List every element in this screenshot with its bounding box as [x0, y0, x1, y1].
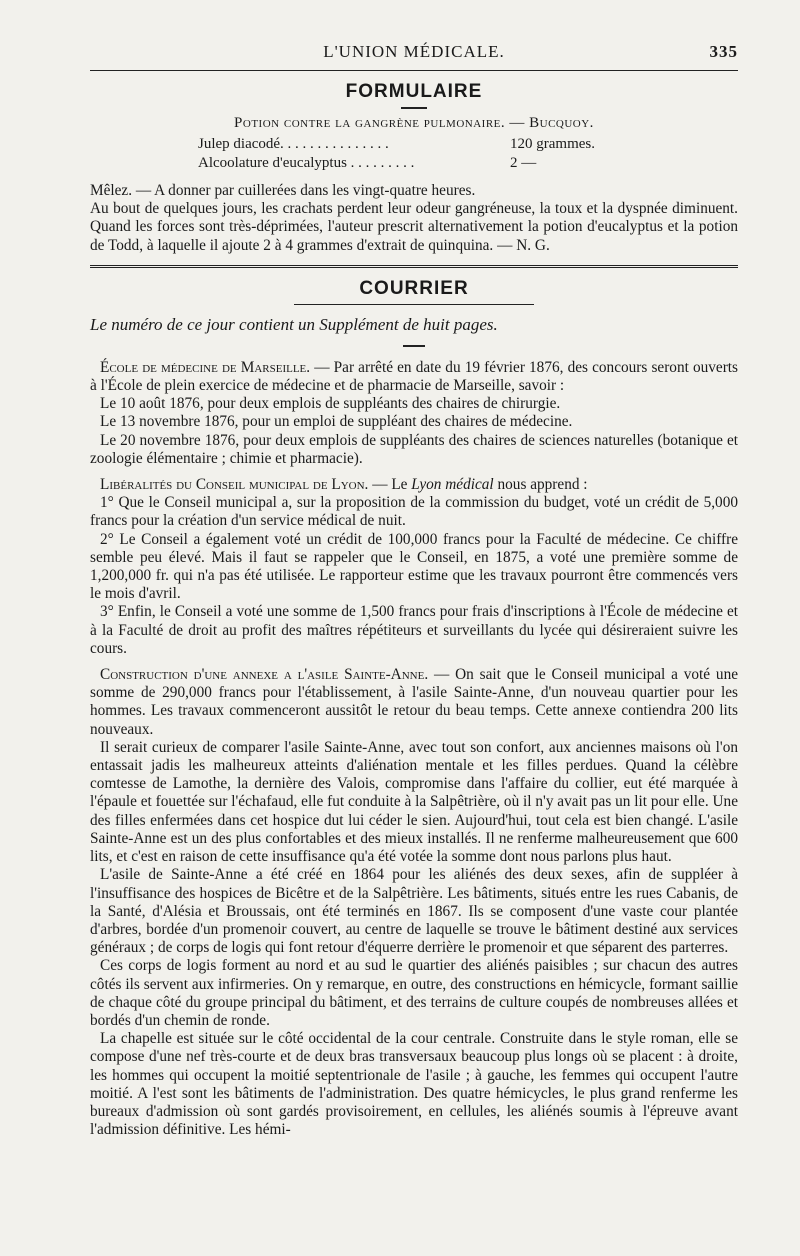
ecole-item: Le 13 novembre 1876, pour un emploi de suppléant des chaires de médecine.: [100, 413, 573, 431]
courrier-title: COURRIER: [359, 277, 469, 299]
recipe-commentary: Au bout de quelques jours, les crachats perdent leur odeur gangréneuse, la toux et la dyspnée diminuent. Quand les forces sont très-déprimées, l'auteur prescrit alternativement la potion d'eucalyptus et la potion de Todd, à laquelle il ajoute 2 à 4 grammes d'extrait de quinquina. — N. G.: [90, 200, 738, 254]
ecole-item: Le 10 août 1876, pour deux emplois de suppléants des chaires de chirurgie.: [100, 395, 561, 413]
liberalites-intro-before: — Le: [368, 476, 412, 494]
ingredient-amount: 2 —: [510, 155, 537, 171]
ingredient-row: [90, 155, 738, 174]
recipe-title: Potion contre la gangrène pulmonaire. — Bucquoy.: [234, 115, 594, 131]
ingredient-amount: 120 grammes.: [510, 136, 595, 152]
ingredient-name: Julep diacodé. . . . . . . . . . . . . . .: [198, 136, 389, 152]
page-number: 335: [709, 42, 738, 61]
construction-body: La chapelle est située sur le côté occidental de la cour centrale. Construite dans le style roman, elle se compose d'une nef très-courte et de deux bras transversaux beaucoup plus longs où se placent : à droite, les hommes qui occupent la moitié septentrionale de l'asile ; à gauche, les femmes qui occupent l'autre moitié. A l'est sont les bâtiments de l'administration. Des quatre hémicycles, le plus grand renferme les bureaux d'admission où sont gardés provisoirement, en cellules, les aliénés soumis à l'épreuve avant l'admission définitive. Les hémi-: [90, 1030, 738, 1139]
ecole-paragraph: [90, 359, 738, 395]
journal-name: Lyon médical: [411, 476, 494, 494]
ecole-text: — Par arrêté en date du 19 février 1876, des concours seront ouverts à l'École de plein exercice de médecine et de pharmacie de Marseille, savoir :: [90, 358, 738, 395]
ecole-heading: École de médecine de Marseille.: [100, 358, 311, 376]
construction-heading: Construction d'une annexe a l'asile Sainte-Anne.: [100, 666, 429, 684]
courrier-rule: [294, 304, 534, 305]
ecole-item: Le 20 novembre 1876, pour deux emplois de suppléants des chaires de sciences naturelles (botanique et zoologie élémentaire ; chimie et pharmacie).: [90, 431, 738, 467]
recipe-instructions: Mêlez. — A donner par cuillerées dans les vingt-quatre heures.: [90, 182, 476, 199]
ingredient-name: Alcoolature d'eucalyptus . . . . . . . . .: [198, 155, 415, 171]
construction-body: Il serait curieux de comparer l'asile Sainte-Anne, avec tout son confort, aux anciennes maisons où l'on entassait jadis les malheureux atteints d'aliénation mentale et les filles perdues. Quand la célèbre comtesse de Lamothe, la dernière des Valois, compromise dans l'affaire du collier, eut été marquée à l'épaule et fouettée sur l'échafaud, elle fut conduite à la Salpêtrière, où il n'y avait pas un lit pour elle. Une des filles enfermées dans cet hospice dut lui céder le sien. Aujourd'hui, tout cela est bien changé. L'asile Sainte-Anne est un des plus confortables et des mieux installés. Il ne renferme malheureusement que 600 lits, et c'est en raison de cette insuffisance qu'a été votée la somme dont nous parlons plus haut.: [90, 738, 738, 866]
header-rule: [90, 70, 738, 71]
construction-body: Ces corps de logis forment au nord et au sud le quartier des aliénés paisibles ; sur chacun des autres côtés ils servent aux infirmeries. On y remarque, en outre, des constructions en hémicycle, formant saillie de chaque côté du groupe principal du bâtiment, et des terrains de culture coupés de nombreuses allées et bordés d'un chemin de ronde.: [90, 957, 738, 1029]
notice-dash: [403, 345, 425, 347]
liberalites-paragraph: [90, 476, 738, 494]
section-double-rule: [90, 265, 738, 268]
liberalites-heading: Libéralités du Conseil municipal de Lyon.: [100, 476, 369, 494]
title-dash: [401, 107, 427, 109]
supplement-notice: Le numéro de ce jour contient un Supplément de huit pages.: [90, 314, 498, 334]
liberalites-item: 2° Le Conseil a également voté un crédit de 100,000 francs pour la Faculté de médecine. Ce chiffre semble peu élevé. Mais il faut se rappeler que le Conseil, en 1875, a voté une première somme de 1,200,000 fr. qui n'a pas été utilisée. Le rapporteur estime que les travaux pourront être commencés vers le mois d'avril.: [90, 530, 738, 603]
construction-text: — On sait que le Conseil municipal a voté une somme de 290,000 francs pour l'établissement, à l'asile Sainte-Anne, d'un nouveau quartier pour les hommes. Les travaux commenceront aussitôt le retour du beau temps. Cette annexe contiendra 200 lits nouveaux.: [90, 666, 739, 738]
construction-body: L'asile de Sainte-Anne a été créé en 1864 pour les aliénés des deux sexes, afin de suppléer à l'insuffisance des hospices de Bicêtre et de la Salpêtrière. Les bâtiments, situés entre les rues Cabanis, de la Santé, d'Alésia et Broussais, ont été terminés en 1867. Ils se composent d'une vaste cour plantée d'arbres, bordée d'un promenoir couvert, au centre de laquelle se trouve le bâtiment destiné aux services généraux ; de corps de logis qui font retour d'équerre derrière le promenoir et que séparent des parterres.: [90, 866, 738, 957]
running-title: L'UNION MÉDICALE.: [323, 42, 505, 61]
formulaire-title: FORMULAIRE: [345, 81, 483, 102]
liberalites-item: 3° Enfin, le Conseil a voté une somme de 1,500 francs pour frais d'inscriptions à l'École de médecine et à la Faculté de droit au profit des maîtres répétiteurs et surveillants du lycée qui désireraient suivre les cours.: [90, 603, 738, 657]
running-header: [90, 42, 738, 70]
liberalites-item: 1° Que le Conseil municipal a, sur la proposition de la commission du budget, voté un crédit de 5,000 francs pour la création d'un service médical de nuit.: [90, 494, 738, 530]
ingredient-row: [90, 136, 738, 155]
liberalites-intro-after: nous apprend :: [493, 476, 588, 494]
construction-paragraph: [90, 666, 738, 739]
